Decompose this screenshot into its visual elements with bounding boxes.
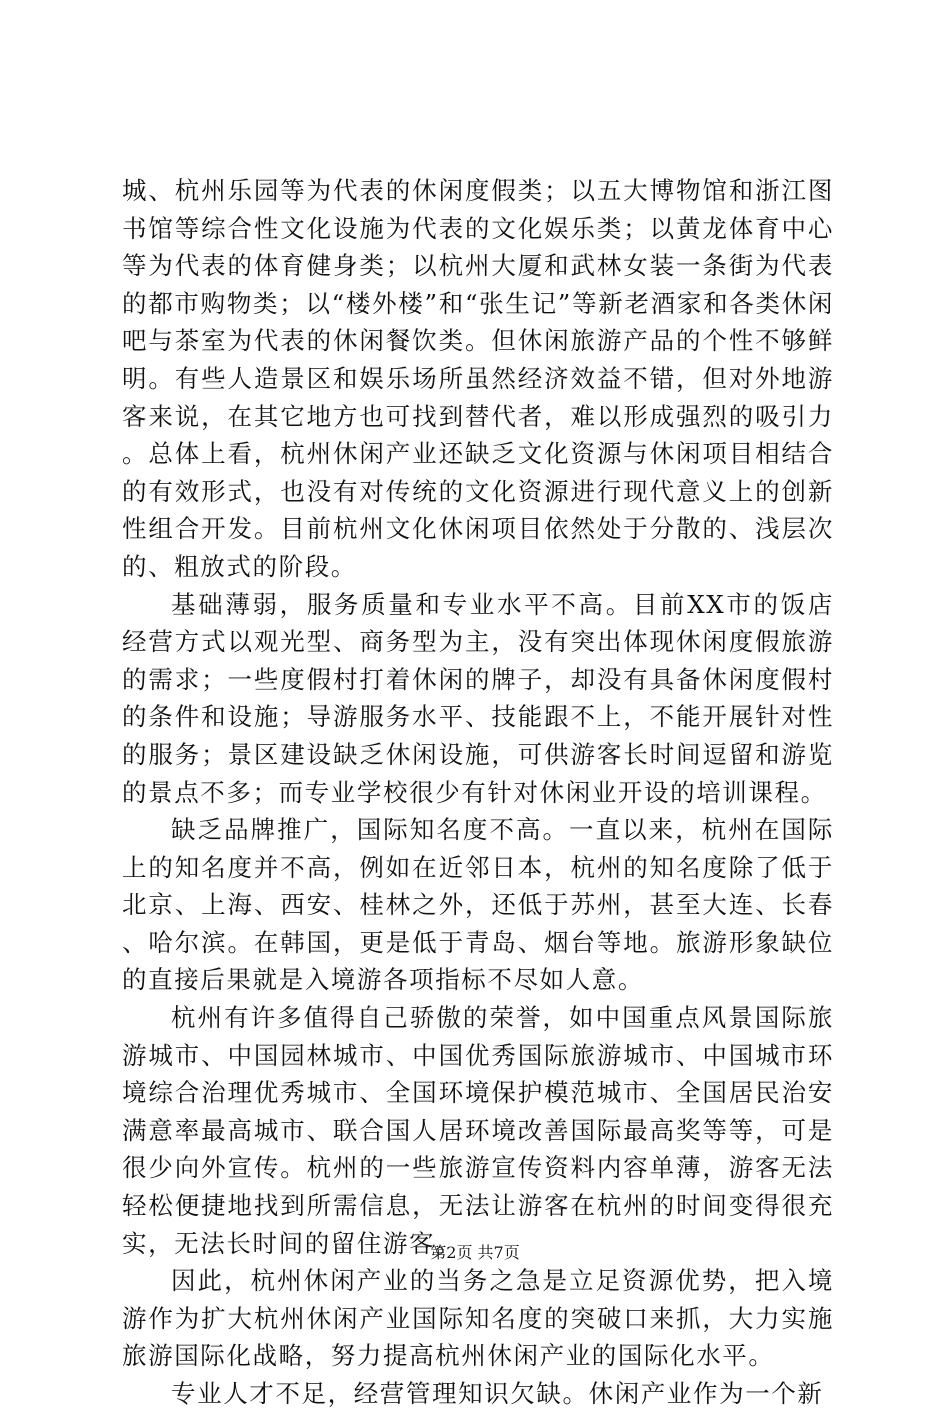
paragraph-continued: 城、杭州乐园等为代表的休闲度假类；以五大博物馆和浙江图书馆等综合性文化设施为代表的文化娱乐类；以黄龙体育中心等为代表的体育健身类；以杭州大厦和武林女装一条街为代表的都市购物类；以“楼外楼”和“张生记”等新老酒家和各类休闲吧与茶室为代表的休闲餐饮类。但休闲旅游产品的个性不够鲜明。有些人造景区和娱乐场所虽然经济效益不错，但对外地游客来说，在其它地方也可找到替代者，难以形成强烈的吸引力。总体上看，杭州休闲产业还缺乏文化资源与休闲项目相结合的有效形式，也没有对传统的文化资源进行现代意义上的创新性组合开发。目前杭州文化休闲项目依然处于分散的、浅层次的、粗放式的阶段。 <box>122 176 834 581</box>
paragraph-service-quality: 基础薄弱，服务质量和专业水平不高。目前XX市的饭店经营方式以观光型、商务型为主，没有突出体现休闲度假旅游的需求；一些度假村打着休闲的牌子，却没有具备休闲度假村的条件和设施；导游服务水平、技能跟不上，不能开展针对性的服务；景区建设缺乏休闲设施，可供游客长时间逗留和游览的景点不多；而专业学校很少有针对休闲业开设的培训课程。 <box>122 589 834 807</box>
paragraph-talent: 专业人才不足，经营管理知识欠缺。休闲产业作为一个新 <box>171 1379 824 1408</box>
paragraph-brand-promotion: 缺乏品牌推广，国际知名度不高。一直以来，杭州在国际上的知名度并不高，例如在近邻日本，杭州的知名度除了低于北京、上海、西安、桂林之外，还低于苏州，甚至大连、长春、哈尔滨。在韩国，更是低于青岛、烟台等地。旅游形象缺位的直接后果就是入境游各项指标不尽如人意。 <box>122 815 834 995</box>
page-footer: 第2页 共7页 <box>430 1243 520 1262</box>
body-text <box>122 172 834 1413</box>
paragraph-strategy: 因此，杭州休闲产业的当务之急是立足资源优势，把入境游作为扩大杭州休闲产业国际知名度的突破口来抓，大力实施旅游国际化战略，努力提高杭州休闲产业的国际化水平。 <box>122 1266 834 1371</box>
paragraph-honors: 杭州有许多值得自己骄傲的荣誉，如中国重点风景国际旅游城市、中国园林城市、中国优秀国际旅游城市、中国城市环境综合治理优秀城市、全国环境保护模范城市、全国居民治安满意率最高城市、联合国人居环境改善国际最高奖等等，可是很少向外宣传。杭州的一些旅游宣传资料内容单薄，游客无法轻松便捷地找到所需信息，无法让游客在杭州的时间变得很充实，无法长时间的留住游客。 <box>122 1003 834 1258</box>
